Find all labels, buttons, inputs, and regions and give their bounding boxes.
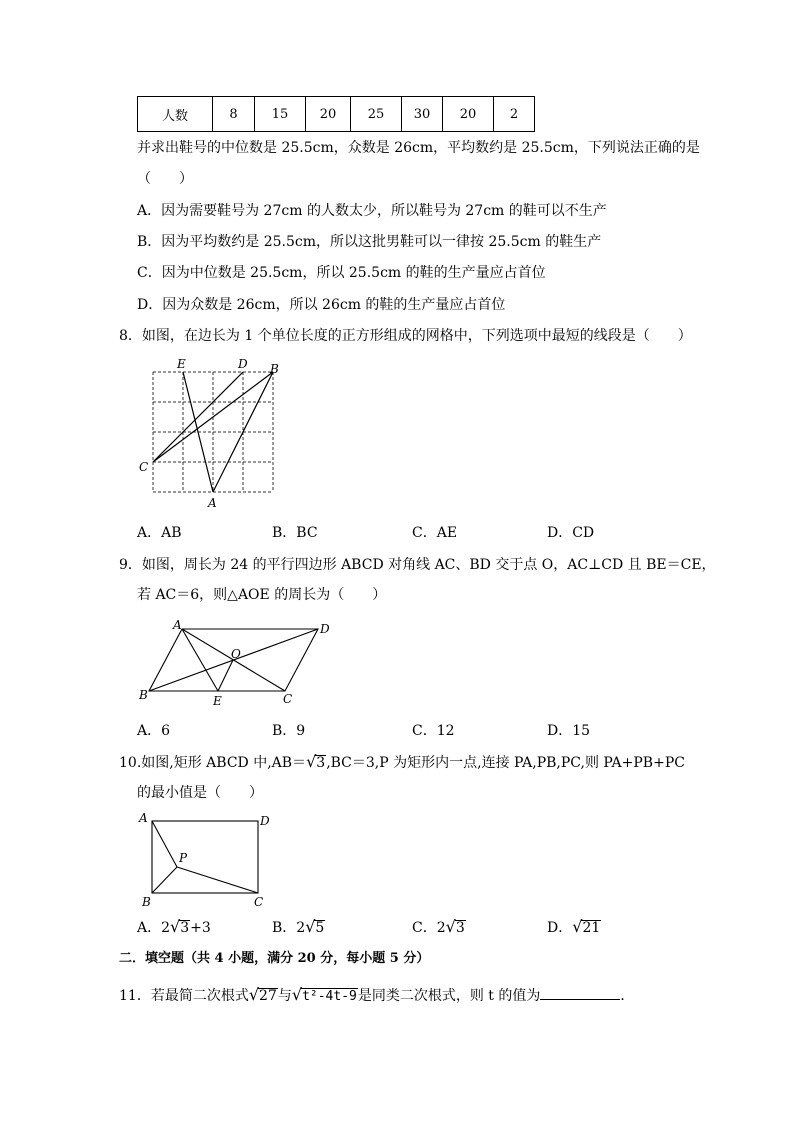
sqrt-symbol: √ bbox=[170, 917, 181, 936]
table-header-cell: 人数 bbox=[138, 97, 213, 132]
q11-radicand-1: 27 bbox=[259, 988, 277, 1004]
sqrt-symbol: √ bbox=[248, 985, 260, 1004]
q9-label-b: B bbox=[139, 688, 148, 702]
q7-option-d: D．因为众数是 26cm，所以 26cm 的鞋的生产量应占首位 bbox=[137, 297, 506, 313]
q9-option-a: A．6 bbox=[137, 723, 171, 739]
q10-stem-line2: 的最小值是（ ） bbox=[137, 785, 263, 801]
q11-part-a: 11．若最简二次根式 bbox=[119, 988, 249, 1004]
q11-radicand-2: t²-4t-9 bbox=[302, 989, 357, 1004]
q7-option-a: A．因为需要鞋号为 27cm 的人数太少，所以鞋号为 27cm 的鞋可以不生产 bbox=[137, 203, 607, 219]
q10-stem-line1 bbox=[119, 753, 685, 772]
sqrt-symbol: √ bbox=[572, 917, 583, 936]
q10-option-c-radicand: 3 bbox=[455, 920, 465, 936]
q9-option-d: D．15 bbox=[547, 723, 591, 739]
q10-rectangle-figure bbox=[136, 810, 276, 910]
sqrt-symbol: √ bbox=[291, 985, 303, 1004]
q10-option-d-prefix: D． bbox=[547, 920, 573, 936]
q8-grid-figure bbox=[136, 355, 296, 515]
q10-option-a-radicand: 3 bbox=[180, 920, 190, 936]
q8-option-b: B．BC bbox=[272, 525, 318, 541]
table-row bbox=[138, 97, 535, 132]
q10-label-p: P bbox=[179, 851, 188, 865]
q10-option-c-prefix: C．2 bbox=[412, 920, 446, 936]
q9-parallelogram-figure bbox=[136, 615, 336, 710]
q10-option-a-suffix: +3 bbox=[190, 920, 211, 936]
q9-label-d: D bbox=[320, 622, 330, 636]
q9-label-e: E bbox=[213, 694, 222, 708]
q11-part-b: 与 bbox=[277, 988, 292, 1004]
q11-stem bbox=[119, 985, 634, 1005]
q10-option-d bbox=[547, 918, 601, 937]
q8-label-c: C bbox=[139, 460, 149, 474]
q9-option-c: C．12 bbox=[412, 723, 455, 739]
table-cell: 15 bbox=[255, 97, 306, 132]
q9-label-a: A bbox=[173, 618, 182, 632]
q10-label-b: B bbox=[142, 895, 151, 909]
q7-option-b: B．因为平均数约是 25.5cm，所以这批男鞋可以一律按 25.5cm 的鞋生产 bbox=[137, 234, 602, 250]
q8-option-c: C．AE bbox=[412, 525, 458, 541]
table-cell: 20 bbox=[443, 97, 494, 132]
table-cell: 2 bbox=[494, 97, 535, 132]
q10-option-b-radicand: 5 bbox=[315, 920, 325, 936]
answer-blank[interactable] bbox=[540, 985, 620, 1000]
sqrt-symbol: √ bbox=[445, 917, 456, 936]
q8-option-a: A．AB bbox=[137, 525, 182, 541]
q10-label-a: A bbox=[139, 811, 148, 825]
table-cell: 25 bbox=[351, 97, 402, 132]
q10-option-b-prefix: B．2 bbox=[272, 920, 306, 936]
q9-stem-line2: 若 AC＝6，则△AOE 的周长为（ ） bbox=[137, 587, 387, 603]
q11-part-c: 是同类二次根式，则 t 的值为 bbox=[357, 988, 541, 1004]
q10-stem-part-a: 10.如图,矩形 ABCD 中,AB＝ bbox=[119, 755, 307, 771]
q11-part-d: ． bbox=[620, 988, 635, 1004]
q10-option-a bbox=[137, 918, 211, 937]
sqrt-symbol: √ bbox=[306, 752, 317, 771]
table-cell: 20 bbox=[306, 97, 351, 132]
q7-option-c: C．因为中位数是 25.5cm，所以 25.5cm 的鞋的生产量应占首位 bbox=[137, 265, 546, 281]
q7-stem-line1: 并求出鞋号的中位数是 25.5cm，众数是 26cm，平均数约是 25.5cm，下列说法正确的是 bbox=[137, 140, 700, 156]
q10-option-b bbox=[272, 918, 325, 937]
q10-label-d: D bbox=[260, 814, 270, 828]
q8-label-a: A bbox=[208, 496, 217, 510]
q9-label-o: O bbox=[231, 647, 241, 661]
q8-stem: 8．如图，在边长为 1 个单位长度的正方形组成的网格中，下列选项中最短的线段是（ ） bbox=[119, 328, 692, 344]
q10-label-c: C bbox=[254, 895, 264, 909]
q10-option-a-prefix: A．2 bbox=[137, 920, 171, 936]
section-title: 二．填空题（共 4 小题，满分 20 分，每小题 5 分） bbox=[119, 951, 430, 966]
shoe-size-table bbox=[137, 96, 535, 132]
q8-option-d: D．CD bbox=[547, 525, 595, 541]
table-cell: 8 bbox=[213, 97, 255, 132]
q10-option-c bbox=[412, 918, 466, 937]
q8-label-e: E bbox=[177, 357, 186, 371]
q9-label-c: C bbox=[283, 692, 293, 706]
q10-stem-radicand: 3 bbox=[316, 755, 326, 771]
q9-option-b: B．9 bbox=[272, 723, 306, 739]
table-cell: 30 bbox=[402, 97, 443, 132]
q9-stem-line1: 9．如图，周长为 24 的平行四边形 ABCD 对角线 AC、BD 交于点 O，AC⊥CD 且 BE＝CE， bbox=[119, 557, 716, 573]
q8-label-b: B bbox=[270, 362, 279, 376]
q10-option-d-radicand: 21 bbox=[582, 920, 601, 936]
q10-stem-part-b: ,BC＝3,P 为矩形内一点,连接 PA,PB,PC,则 PA+PB+PC bbox=[326, 755, 685, 771]
q8-label-d: D bbox=[238, 357, 248, 371]
q7-stem-line2: （ ） bbox=[137, 171, 193, 187]
sqrt-symbol: √ bbox=[305, 917, 316, 936]
